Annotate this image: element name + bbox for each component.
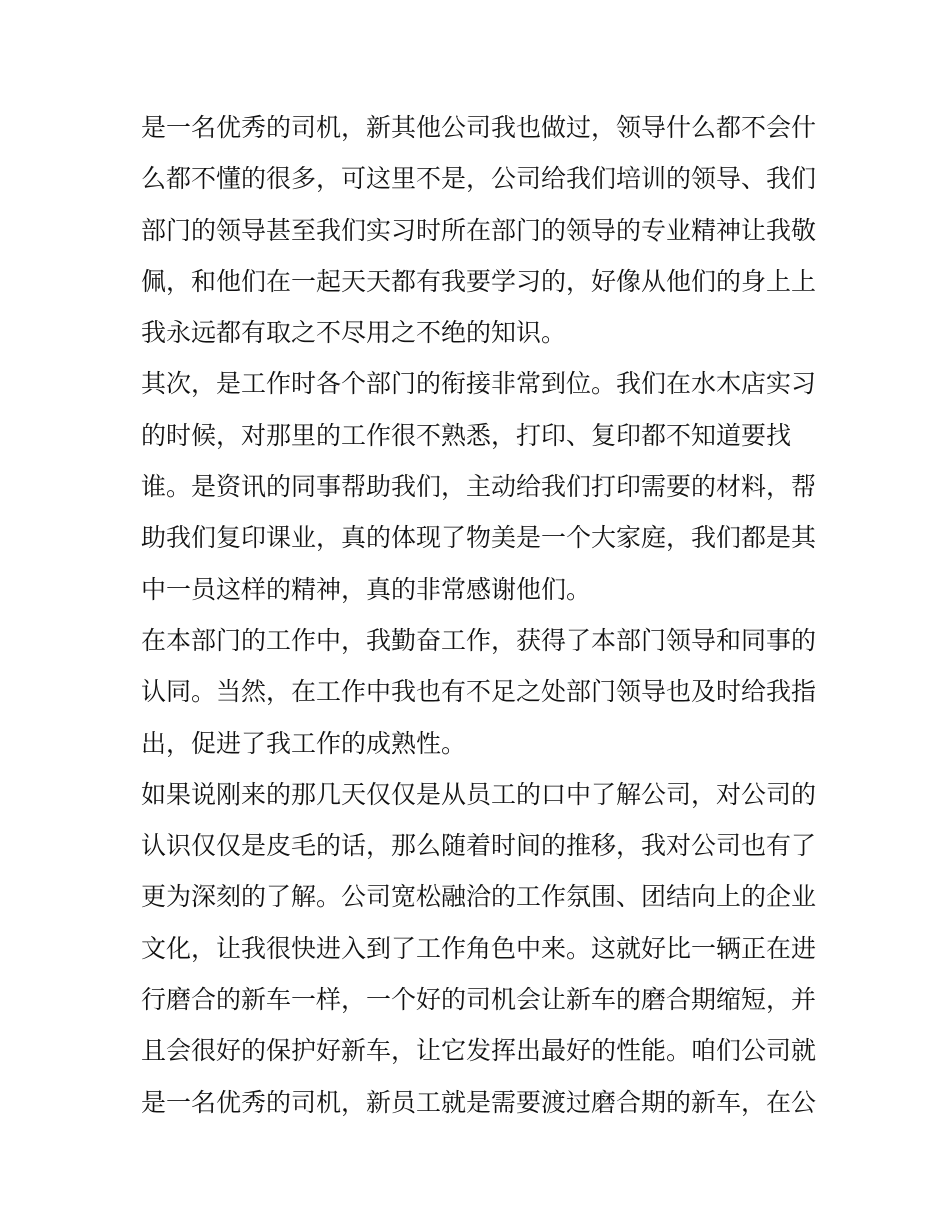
text-line: 部门的领导甚至我们实习时所在部门的领导的专业精神让我敬 [141, 215, 817, 245]
text-line: 么都不懂的很多，可这里不是，公司给我们培训的领导、我们 [141, 164, 817, 194]
text-line: 在本部门的工作中，我勤奋工作，获得了本部门领导和同事的 [141, 625, 817, 655]
text-line: 中一员这样的精神，真的非常感谢他们。 [141, 574, 592, 604]
text-line: 我永远都有取之不尽用之不绝的知识。 [141, 318, 567, 348]
text-line: 出，促进了我工作的成熟性。 [141, 728, 467, 758]
text-line: 认识仅仅是皮毛的话，那么随着时间的推移，我对公司也有了 [141, 831, 817, 861]
text-line: 其次，是工作时各个部门的衔接非常到位。我们在水木店实习 [141, 369, 817, 399]
text-line: 行磨合的新车一样，一个好的司机会让新车的磨合期缩短，并 [141, 985, 817, 1015]
text-line: 文化，让我很快进入到了工作角色中来。这就好比一辆正在进 [141, 933, 817, 963]
text-line: 如果说刚来的那几天仅仅是从员工的口中了解公司，对公司的 [141, 779, 817, 809]
text-line: 助我们复印课业，真的体现了物美是一个大家庭，我们都是其 [141, 523, 817, 553]
text-line: 且会很好的保护好新车，让它发挥出最好的性能。咱们公司就 [141, 1036, 817, 1066]
text-line: 是一名优秀的司机，新其他公司我也做过，领导什么都不会什 [141, 113, 817, 142]
text-line: 是一名优秀的司机，新员工就是需要渡过磨合期的新车，在公 [141, 1087, 817, 1117]
body-text [141, 102, 821, 1128]
text-line: 更为深刻的了解。公司宽松融洽的工作氛围、团结向上的企业 [141, 882, 817, 912]
text-line: 谁。是资讯的同事帮助我们，主动给我们打印需要的材料，帮 [141, 472, 817, 502]
text-line: 认同。当然，在工作中我也有不足之处部门领导也及时给我指 [141, 677, 817, 707]
text-line: 的时候，对那里的工作很不熟悉，打印、复印都不知道要找 [141, 420, 792, 450]
text-line: 佩，和他们在一起天天都有我要学习的，好像从他们的身上上 [141, 266, 817, 296]
